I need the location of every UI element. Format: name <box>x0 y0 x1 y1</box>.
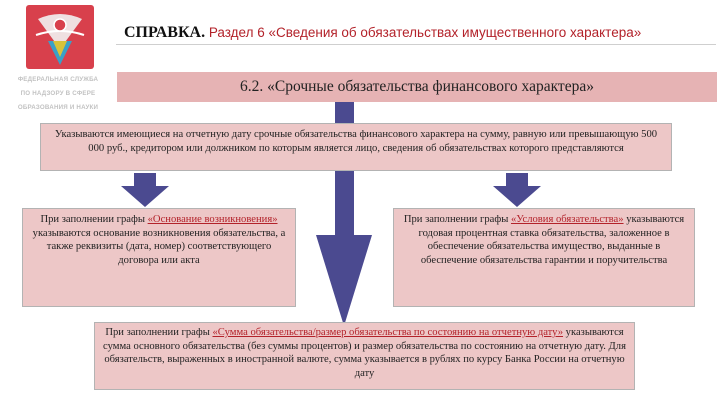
org-line: ОБРАЗОВАНИЯ И НАУКИ <box>17 104 99 111</box>
box-text: При заполнении графы <box>40 214 148 225</box>
field-link-basis[interactable]: «Основание возникновения» <box>147 214 278 225</box>
org-line: ПО НАДЗОРУ В СФЕРЕ <box>20 90 96 97</box>
amount-text-box <box>94 322 635 390</box>
arrow-down-right <box>493 173 541 207</box>
section-subtitle: 6.2. «Срочные обязательства финансового характера» <box>117 72 717 102</box>
box-text: указываются сумма основного обязательства (без суммы процентов) и размер обязательства по состоянию на отчетную дату. Для обязательств, выраженных в иностранной валюте, сумма указывается в рублях по курсу Банка России на отчетную дату <box>103 327 626 379</box>
arrow-down-left <box>121 173 169 207</box>
intro-text-box: Указываются имеющиеся на отчетную дату срочные обязательства финансового характера на сумму, равную или превышающую 500 000 руб., кредитором или должником по которым является лицо, сведения об обязательствах которого представляются <box>40 123 672 171</box>
box-text: При заполнении графы <box>105 327 213 338</box>
field-link-amount[interactable]: «Сумма обязательства/размер обязательства по состоянию на отчетную дату» <box>212 327 564 338</box>
basis-text-box <box>22 208 296 307</box>
box-text: указываются годовая процентная ставка обязательства, заложенное в обеспечение обязательства имущество, выданные в обеспечение обязательства гарантии и поручительства <box>418 214 685 266</box>
title-section: Раздел 6 «Сведения об обязательствах имущественного характера» <box>205 25 642 40</box>
field-link-terms[interactable]: «Условия обязательства» <box>510 214 624 225</box>
org-line: ФЕДЕРАЛЬНАЯ СЛУЖБА <box>17 76 99 83</box>
box-text: При заполнении графы <box>403 214 511 225</box>
terms-text-box <box>393 208 695 307</box>
title-bold: СПРАВКА. <box>124 24 206 41</box>
box-text: указываются основание возникновения обязательства, а также реквизиты (дата, номер) соответствующего договора или акта <box>32 227 286 266</box>
